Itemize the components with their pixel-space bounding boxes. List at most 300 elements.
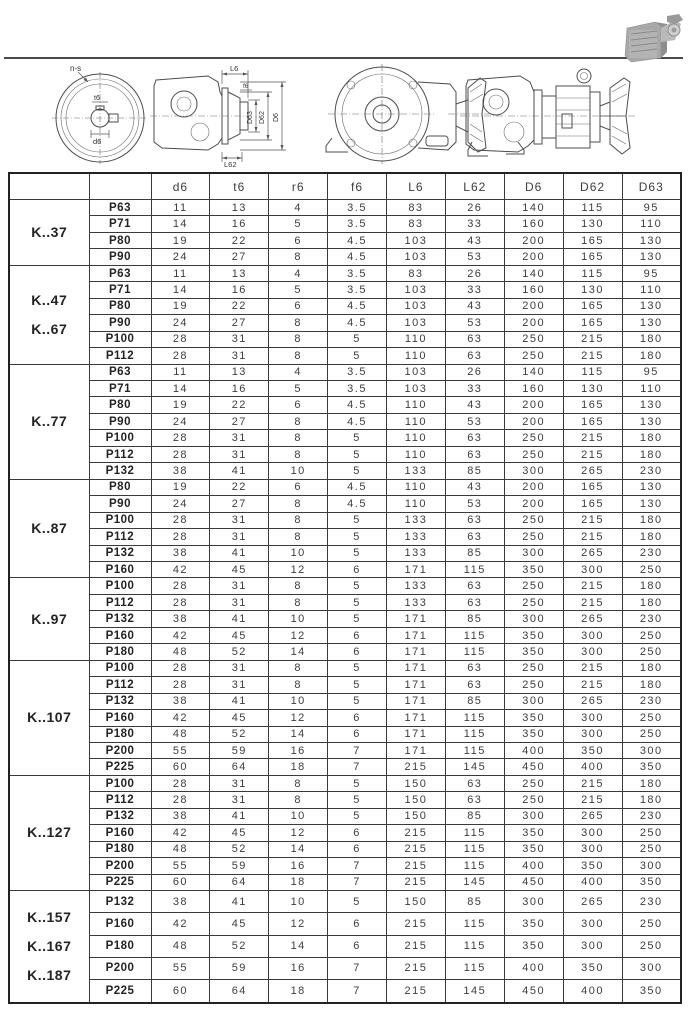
col-header-blank [9,173,89,200]
value-cell-d6: 14 [151,216,210,232]
value-cell-d6: 38 [151,693,210,709]
value-cell-t6: 22 [210,397,269,413]
value-cell-L62: 115 [445,858,504,874]
motor-size-cell: P71 [89,380,151,396]
value-cell-D62: 115 [563,200,622,216]
value-cell-D62: 400 [563,979,622,1003]
motor-size-cell: P112 [89,529,151,545]
value-cell-d6: 28 [151,529,210,545]
value-cell-t6: 13 [210,265,269,281]
value-cell-f6: 4.5 [328,479,387,495]
value-cell-D6: 350 [504,710,563,726]
dia-D6-label: D6 [273,113,280,122]
side-view-dimension-drawing [148,62,298,168]
value-cell-D63: 230 [622,891,681,913]
value-cell-D63: 130 [622,249,681,265]
value-cell-f6: 6 [328,825,387,841]
value-cell-f6: 5 [328,430,387,446]
value-cell-d6: 48 [151,935,210,957]
value-cell-t6: 27 [210,249,269,265]
table-row [9,841,681,857]
value-cell-L62: 85 [445,808,504,824]
value-cell-L6: 83 [387,200,446,216]
value-cell-d6: 28 [151,430,210,446]
table-row [9,891,681,913]
value-cell-D62: 130 [563,380,622,396]
value-cell-D63: 130 [622,315,681,331]
motor-size-cell: P180 [89,726,151,742]
value-cell-L62: 63 [445,775,504,791]
value-cell-t6: 31 [210,348,269,364]
value-cell-D6: 250 [504,677,563,693]
group-label-line: K..47 [31,291,68,308]
value-cell-f6: 6 [328,726,387,742]
motor-size-cell: P160 [89,710,151,726]
motor-size-cell: P160 [89,913,151,935]
value-cell-D62: 165 [563,413,622,429]
value-cell-L62: 53 [445,413,504,429]
value-cell-D6: 160 [504,216,563,232]
value-cell-L62: 63 [445,348,504,364]
value-cell-f6: 5 [328,446,387,462]
table-row [9,430,681,446]
value-cell-t6: 41 [210,463,269,479]
motor-size-cell: P112 [89,446,151,462]
value-cell-D6: 400 [504,742,563,758]
value-cell-L62: 53 [445,315,504,331]
value-cell-t6: 31 [210,430,269,446]
value-cell-D6: 300 [504,545,563,561]
group-label [9,578,89,660]
value-cell-D6: 250 [504,430,563,446]
value-cell-r6: 12 [269,825,328,841]
motor-size-cell: P90 [89,496,151,512]
value-cell-L6: 83 [387,216,446,232]
value-cell-r6: 10 [269,611,328,627]
value-cell-D63: 300 [622,742,681,758]
motor-size-cell: P90 [89,249,151,265]
value-cell-L62: 115 [445,841,504,857]
value-cell-D62: 300 [563,841,622,857]
value-cell-D63: 230 [622,545,681,561]
value-cell-t6: 31 [210,775,269,791]
value-cell-t6: 64 [210,979,269,1003]
value-cell-t6: 41 [210,891,269,913]
motor-size-cell: P63 [89,265,151,281]
value-cell-D63: 250 [622,561,681,577]
value-cell-t6: 59 [210,742,269,758]
value-cell-f6: 4.5 [328,249,387,265]
value-cell-D63: 250 [622,825,681,841]
value-cell-t6: 31 [210,594,269,610]
value-cell-D6: 140 [504,364,563,380]
value-cell-f6: 5 [328,594,387,610]
value-cell-D6: 200 [504,496,563,512]
group-label-line: K..67 [31,320,68,337]
value-cell-L62: 33 [445,282,504,298]
value-cell-D6: 250 [504,594,563,610]
value-cell-f6: 6 [328,710,387,726]
value-cell-L6: 171 [387,611,446,627]
value-cell-D6: 200 [504,315,563,331]
value-cell-D62: 215 [563,512,622,528]
table-row [9,874,681,890]
value-cell-d6: 42 [151,627,210,643]
value-cell-d6: 38 [151,463,210,479]
value-cell-L62: 43 [445,232,504,248]
value-cell-r6: 8 [269,249,328,265]
value-cell-D63: 250 [622,644,681,660]
value-cell-L6: 110 [387,446,446,462]
value-cell-t6: 52 [210,935,269,957]
value-cell-D63: 180 [622,660,681,676]
group-label [9,891,89,1003]
motor-size-cell: P71 [89,282,151,298]
table-row [9,677,681,693]
value-cell-d6: 28 [151,660,210,676]
table-row [9,446,681,462]
value-cell-L6: 110 [387,397,446,413]
motor-size-cell: P132 [89,545,151,561]
dimensions-table-body [9,200,681,1004]
value-cell-L6: 215 [387,858,446,874]
value-cell-D62: 350 [563,957,622,979]
group-label-line: K..37 [31,223,68,240]
value-cell-d6: 28 [151,775,210,791]
value-cell-D63: 110 [622,282,681,298]
value-cell-D6: 300 [504,891,563,913]
value-cell-D62: 215 [563,792,622,808]
value-cell-r6: 10 [269,891,328,913]
value-cell-D63: 250 [622,841,681,857]
group-label [9,479,89,578]
group-label-line: K..97 [31,610,68,627]
table-row [9,216,681,232]
motor-size-cell: P112 [89,677,151,693]
value-cell-D62: 350 [563,742,622,758]
value-cell-L6: 133 [387,578,446,594]
value-cell-r6: 18 [269,979,328,1003]
table-row [9,913,681,935]
header-row [9,173,681,200]
value-cell-D6: 350 [504,644,563,660]
value-cell-D63: 250 [622,627,681,643]
value-cell-r6: 5 [269,216,328,232]
value-cell-d6: 42 [151,561,210,577]
value-cell-f6: 6 [328,935,387,957]
value-cell-d6: 28 [151,594,210,610]
value-cell-t6: 59 [210,957,269,979]
value-cell-D62: 215 [563,446,622,462]
value-cell-t6: 52 [210,726,269,742]
value-cell-D63: 180 [622,529,681,545]
value-cell-L62: 43 [445,397,504,413]
value-cell-d6: 24 [151,249,210,265]
value-cell-D63: 300 [622,858,681,874]
value-cell-D62: 400 [563,874,622,890]
col-header-blank [89,173,151,200]
value-cell-L6: 171 [387,693,446,709]
value-cell-D63: 180 [622,677,681,693]
value-cell-L6: 171 [387,742,446,758]
table-row [9,397,681,413]
value-cell-L6: 215 [387,759,446,775]
value-cell-L6: 150 [387,775,446,791]
gearbox-photo [617,6,685,68]
value-cell-d6: 24 [151,413,210,429]
value-cell-D63: 250 [622,710,681,726]
value-cell-r6: 6 [269,479,328,495]
value-cell-D6: 300 [504,808,563,824]
value-cell-D6: 450 [504,979,563,1003]
value-cell-L62: 115 [445,742,504,758]
value-cell-D63: 110 [622,216,681,232]
value-cell-L62: 63 [445,578,504,594]
value-cell-f6: 5 [328,545,387,561]
value-cell-t6: 31 [210,446,269,462]
motor-size-cell: P225 [89,759,151,775]
value-cell-D6: 400 [504,957,563,979]
motor-size-cell: P200 [89,957,151,979]
col-header-L6: L6 [387,173,446,200]
flange-thickness-label: f6 [243,83,249,90]
motor-size-cell: P132 [89,891,151,913]
value-cell-D63: 250 [622,935,681,957]
value-cell-D6: 300 [504,693,563,709]
group-label [9,265,89,364]
value-cell-d6: 19 [151,397,210,413]
value-cell-r6: 16 [269,742,328,758]
value-cell-L62: 33 [445,216,504,232]
value-cell-r6: 5 [269,380,328,396]
motor-size-cell: P71 [89,216,151,232]
group-label-line: K..107 [27,709,72,726]
table-row [9,935,681,957]
value-cell-L62: 63 [445,529,504,545]
value-cell-D62: 265 [563,545,622,561]
value-cell-D62: 300 [563,726,622,742]
value-cell-D62: 215 [563,775,622,791]
value-cell-D6: 350 [504,913,563,935]
value-cell-f6: 5 [328,775,387,791]
value-cell-D6: 350 [504,935,563,957]
table-row [9,792,681,808]
value-cell-d6: 55 [151,742,210,758]
value-cell-D62: 215 [563,594,622,610]
motor-size-cell: P80 [89,298,151,314]
table-row [9,726,681,742]
value-cell-f6: 5 [328,331,387,347]
value-cell-D6: 200 [504,479,563,495]
col-header-r6: r6 [269,173,328,200]
table-row [9,463,681,479]
technical-drawings [0,62,689,170]
value-cell-d6: 11 [151,265,210,281]
value-cell-D62: 130 [563,282,622,298]
motor-size-cell: P112 [89,792,151,808]
value-cell-t6: 16 [210,216,269,232]
value-cell-L6: 103 [387,232,446,248]
value-cell-r6: 5 [269,282,328,298]
value-cell-D62: 215 [563,578,622,594]
value-cell-D63: 180 [622,430,681,446]
motor-size-cell: P63 [89,364,151,380]
col-header-D6: D6 [504,173,563,200]
value-cell-D6: 250 [504,446,563,462]
value-cell-L6: 103 [387,282,446,298]
value-cell-D62: 300 [563,825,622,841]
value-cell-r6: 8 [269,775,328,791]
value-cell-d6: 19 [151,479,210,495]
value-cell-t6: 31 [210,512,269,528]
value-cell-D62: 130 [563,216,622,232]
value-cell-r6: 12 [269,913,328,935]
value-cell-f6: 6 [328,913,387,935]
value-cell-D62: 400 [563,759,622,775]
value-cell-r6: 12 [269,561,328,577]
table-row [9,364,681,380]
value-cell-d6: 60 [151,759,210,775]
table-row [9,957,681,979]
value-cell-D63: 300 [622,957,681,979]
value-cell-r6: 10 [269,545,328,561]
value-cell-L6: 103 [387,298,446,314]
value-cell-r6: 4 [269,364,328,380]
value-cell-L62: 145 [445,759,504,775]
value-cell-D63: 230 [622,693,681,709]
header-divider-line [4,57,683,59]
motor-size-cell: P100 [89,775,151,791]
value-cell-r6: 18 [269,874,328,890]
value-cell-D63: 130 [622,479,681,495]
value-cell-L62: 85 [445,611,504,627]
value-cell-L62: 26 [445,265,504,281]
value-cell-r6: 8 [269,660,328,676]
motor-size-cell: P180 [89,644,151,660]
value-cell-D63: 250 [622,913,681,935]
value-cell-D63: 130 [622,298,681,314]
value-cell-L6: 110 [387,331,446,347]
value-cell-r6: 8 [269,512,328,528]
value-cell-d6: 28 [151,512,210,528]
value-cell-r6: 14 [269,644,328,660]
value-cell-D6: 350 [504,841,563,857]
value-cell-t6: 52 [210,644,269,660]
value-cell-f6: 7 [328,759,387,775]
value-cell-t6: 45 [210,913,269,935]
col-header-f6: f6 [328,173,387,200]
dimensions-table-header [9,173,681,200]
value-cell-f6: 5 [328,463,387,479]
value-cell-r6: 8 [269,578,328,594]
motor-size-cell: P200 [89,742,151,758]
value-cell-D6: 200 [504,232,563,248]
value-cell-L62: 43 [445,298,504,314]
value-cell-L6: 110 [387,413,446,429]
adapter-side-view-drawing [458,62,664,168]
value-cell-t6: 41 [210,545,269,561]
dimensions-table [8,172,682,1004]
value-cell-d6: 11 [151,364,210,380]
value-cell-d6: 38 [151,611,210,627]
value-cell-d6: 14 [151,380,210,396]
value-cell-L62: 53 [445,249,504,265]
table-row [9,611,681,627]
value-cell-t6: 64 [210,759,269,775]
value-cell-d6: 55 [151,858,210,874]
value-cell-L62: 115 [445,710,504,726]
col-header-D62: D62 [563,173,622,200]
value-cell-L6: 150 [387,891,446,913]
value-cell-L62: 145 [445,874,504,890]
value-cell-D6: 350 [504,726,563,742]
value-cell-L6: 110 [387,496,446,512]
value-cell-L62: 63 [445,430,504,446]
value-cell-t6: 41 [210,611,269,627]
table-row [9,496,681,512]
value-cell-t6: 31 [210,792,269,808]
value-cell-D63: 350 [622,874,681,890]
value-cell-L62: 63 [445,677,504,693]
value-cell-D6: 350 [504,627,563,643]
col-header-d6: d6 [151,173,210,200]
value-cell-t6: 31 [210,677,269,693]
value-cell-f6: 7 [328,979,387,1003]
value-cell-r6: 16 [269,957,328,979]
value-cell-L6: 215 [387,913,446,935]
value-cell-D63: 180 [622,512,681,528]
value-cell-f6: 7 [328,874,387,890]
value-cell-L6: 110 [387,430,446,446]
value-cell-D62: 265 [563,891,622,913]
table-row [9,644,681,660]
value-cell-r6: 10 [269,693,328,709]
table-row [9,759,681,775]
value-cell-D6: 200 [504,298,563,314]
value-cell-t6: 31 [210,578,269,594]
value-cell-d6: 19 [151,232,210,248]
value-cell-L62: 26 [445,200,504,216]
value-cell-r6: 16 [269,858,328,874]
value-cell-L62: 63 [445,792,504,808]
motor-size-cell: P100 [89,578,151,594]
table-row [9,282,681,298]
motor-size-cell: P160 [89,561,151,577]
value-cell-f6: 5 [328,611,387,627]
motor-size-cell: P132 [89,808,151,824]
value-cell-D63: 180 [622,578,681,594]
value-cell-L6: 171 [387,726,446,742]
value-cell-t6: 31 [210,529,269,545]
value-cell-D6: 450 [504,874,563,890]
value-cell-L6: 171 [387,710,446,726]
value-cell-r6: 8 [269,446,328,462]
value-cell-L6: 215 [387,841,446,857]
value-cell-D63: 130 [622,397,681,413]
value-cell-D62: 165 [563,249,622,265]
value-cell-r6: 10 [269,463,328,479]
value-cell-r6: 4 [269,200,328,216]
value-cell-L6: 133 [387,545,446,561]
value-cell-L62: 63 [445,331,504,347]
value-cell-f6: 6 [328,627,387,643]
value-cell-D6: 250 [504,775,563,791]
motor-size-cell: P100 [89,430,151,446]
value-cell-D62: 215 [563,430,622,446]
value-cell-L62: 115 [445,935,504,957]
value-cell-r6: 8 [269,348,328,364]
table-row [9,479,681,495]
